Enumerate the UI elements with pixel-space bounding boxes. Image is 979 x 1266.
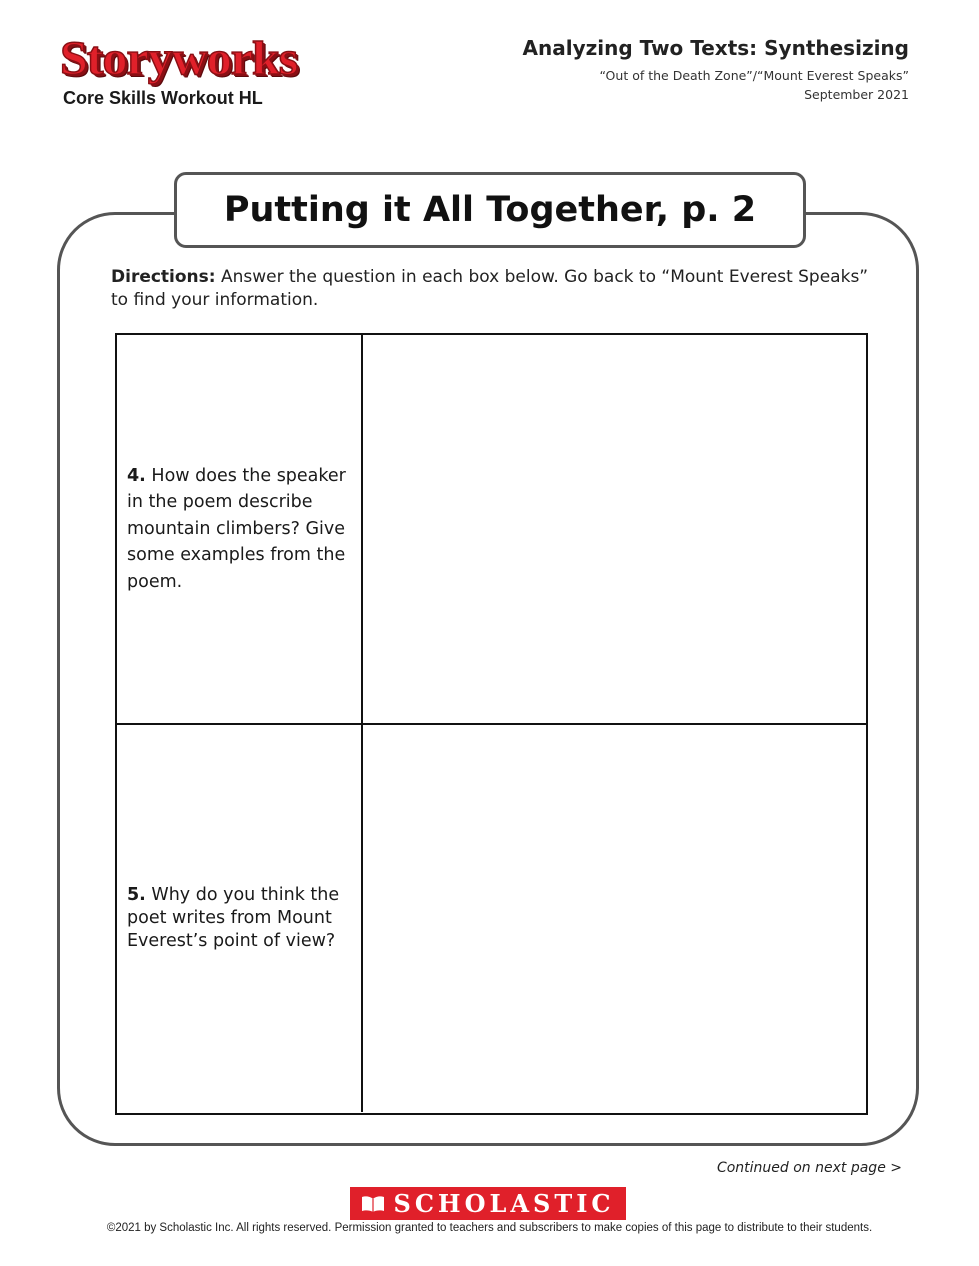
question-text [117,463,361,596]
question-text [117,884,361,953]
logo-wordmark: Storyworks [60,31,298,85]
question-prompt: How does the speaker in the poem describe mountain climbers? Give some examples from the poem. [127,465,346,592]
header-title: Analyzing Two Texts: Synthesizing [522,36,909,60]
header-subtitle: “Out of the Death Zone”/“Mount Everest Speaks” [599,68,909,83]
question-row [117,335,866,725]
scholastic-wordmark: SCHOLASTIC [393,1189,615,1218]
directions-label: Directions: [111,267,216,287]
page-title: Putting it All Together, p. 2 [223,190,757,230]
open-book-icon [361,1195,385,1213]
answer-box[interactable] [363,335,866,723]
question-number: 5. [127,885,146,905]
question-row [117,725,866,1112]
question-table [115,333,868,1115]
logo-subtitle: Core Skills Workout HL [63,88,263,108]
question-cell [117,725,363,1112]
question-prompt: Why do you think the poet writes from Mount Everest’s point of view? [127,885,340,951]
storyworks-logo [60,30,297,109]
question-number: 4. [127,465,146,486]
title-box [174,172,806,248]
scholastic-logo [350,1187,626,1220]
directions-text: Answer the question in each box below. Go back to “Mount Everest Speaks” to find your information. [111,267,869,310]
question-cell [117,335,363,723]
directions [111,266,881,312]
continued-note: Continued on next page > [716,1160,902,1176]
answer-box[interactable] [363,725,866,1112]
header-date: September 2021 [804,87,909,102]
header-info [523,36,909,102]
copyright-notice: ©2021 by Scholastic Inc. All rights reserved. Permission granted to teachers and subscribers to make copies of this page to distribute to their students. [106,1222,873,1234]
